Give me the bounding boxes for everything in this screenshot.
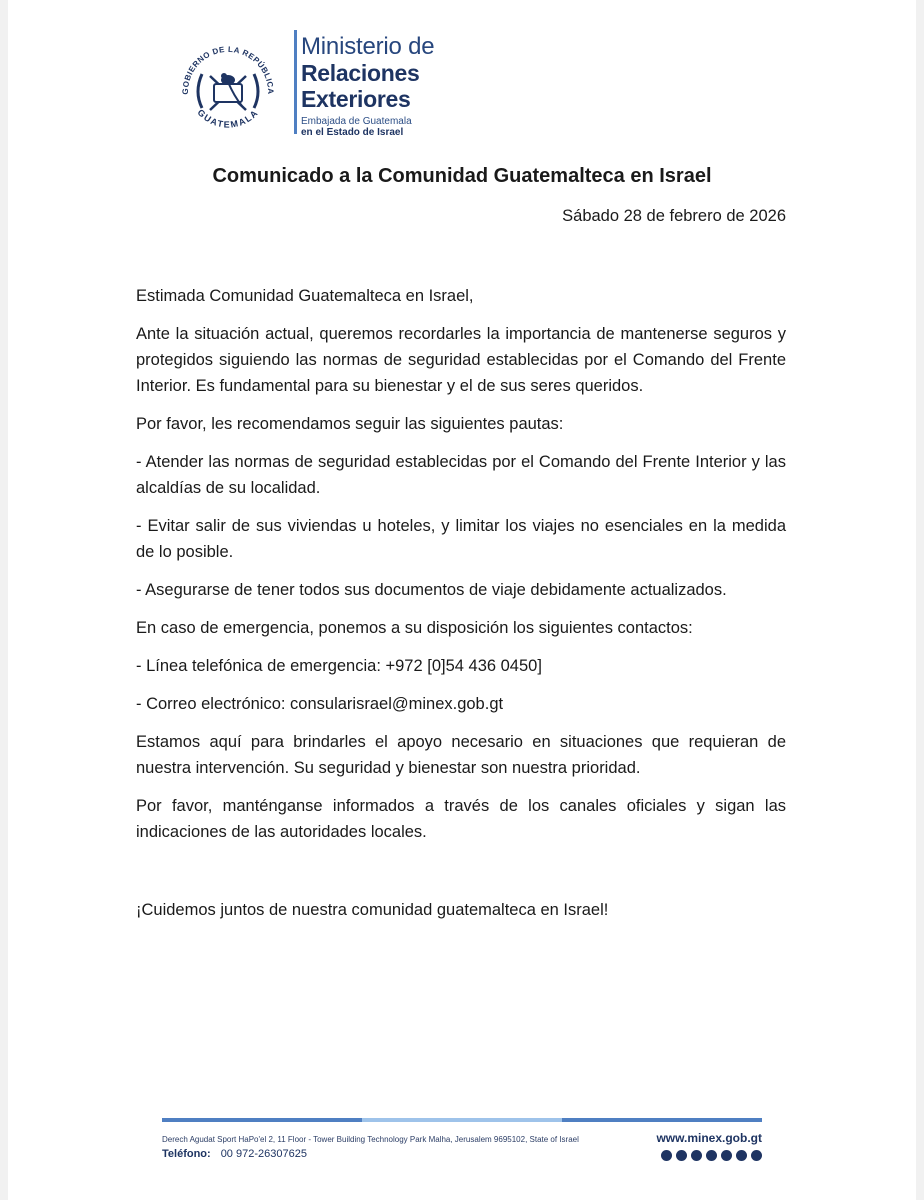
footer-color-bar <box>162 1118 762 1122</box>
contact-email: - Correo electrónico: consularisrael@minex.gob.gt <box>136 695 504 713</box>
ministry-line-2: Relaciones <box>301 60 420 86</box>
embassy-line-1: Embajada de Guatemala <box>301 116 412 127</box>
closing-line: ¡Cuidemos juntos de nuestra comunidad guatemalteca en Israel! <box>136 901 609 919</box>
paragraph-guidelines-intro: Por favor, les recomendamos seguir las siguientes pautas: <box>136 415 564 433</box>
paragraph-intro: Ante la situación actual, queremos recordarles la importancia de mantenerse seguros y protegidos siguiendo las normas de seguridad establecidas por el Comando del Frente Interior. Es fundamental para su bienestar y el de sus seres queridos. <box>136 325 786 395</box>
embassy-line-2: en el Estado de Israel <box>301 127 404 138</box>
ministry-logo-text <box>301 34 501 139</box>
footer-website: www.minex.gob.gt <box>656 1131 762 1145</box>
footer-phone-label: Teléfono: <box>162 1148 211 1160</box>
svg-text:GUATEMALA <box>196 107 261 129</box>
document-title: Comunicado a la Comunidad Guatemalteca en Israel <box>212 165 712 187</box>
ministry-line-1: Ministerio de <box>301 33 435 60</box>
facebook-icon <box>661 1150 672 1161</box>
footer-address: Derech Agudat Sport HaPo'el 2, 11 Floor - Tower Building Technology Park Malha, Jerusalem 9695102, State of Israel <box>162 1135 579 1144</box>
document-date: Sábado 28 de febrero de 2026 <box>562 207 786 225</box>
salutation: Estimada Comunidad Guatemalteca en Israel, <box>136 287 474 305</box>
flickr-icon <box>721 1150 732 1161</box>
instagram-icon <box>676 1150 687 1161</box>
letter-body <box>136 283 786 935</box>
footer-phone-value: 00 972-26307625 <box>220 1148 307 1160</box>
seal-top-text: GOBIERNO DE LA REPÚBLICA <box>180 44 276 95</box>
seal-bottom-text: GUATEMALA <box>195 107 261 130</box>
ministry-line-3: Exteriores <box>301 86 411 112</box>
guideline-item: - Evitar salir de sus viviendas u hoteles, y limitar los viajes no esenciales en la medida de lo posible. <box>136 517 786 561</box>
social-icons <box>661 1150 762 1161</box>
youtube-icon <box>706 1150 717 1161</box>
paragraph-stay-informed: Por favor, manténganse informados a través de los canales oficiales y sigan las indicaciones de las autoridades locales. <box>136 797 786 841</box>
threads-icon <box>751 1150 762 1161</box>
tiktok-icon <box>736 1150 747 1161</box>
paragraph-contacts-intro: En caso de emergencia, ponemos a su disposición los siguientes contactos: <box>136 619 693 637</box>
guatemala-seal-logo <box>168 30 288 140</box>
x-icon <box>691 1150 702 1161</box>
footer-phone <box>162 1148 307 1160</box>
paragraph-support: Estamos aquí para brindarles el apoyo necesario en situaciones que requieran de nuestra intervención. Su seguridad y bienestar son nuestra prioridad. <box>136 733 786 777</box>
guideline-item: - Atender las normas de seguridad establecidas por el Comando del Frente Interior y las alcaldías de su localidad. <box>136 453 786 497</box>
contact-phone: - Línea telefónica de emergencia: +972 [0]54 436 0450] <box>136 657 542 675</box>
header-divider <box>294 30 297 134</box>
guideline-item: - Asegurarse de tener todos sus documentos de viaje debidamente actualizados. <box>136 581 727 599</box>
